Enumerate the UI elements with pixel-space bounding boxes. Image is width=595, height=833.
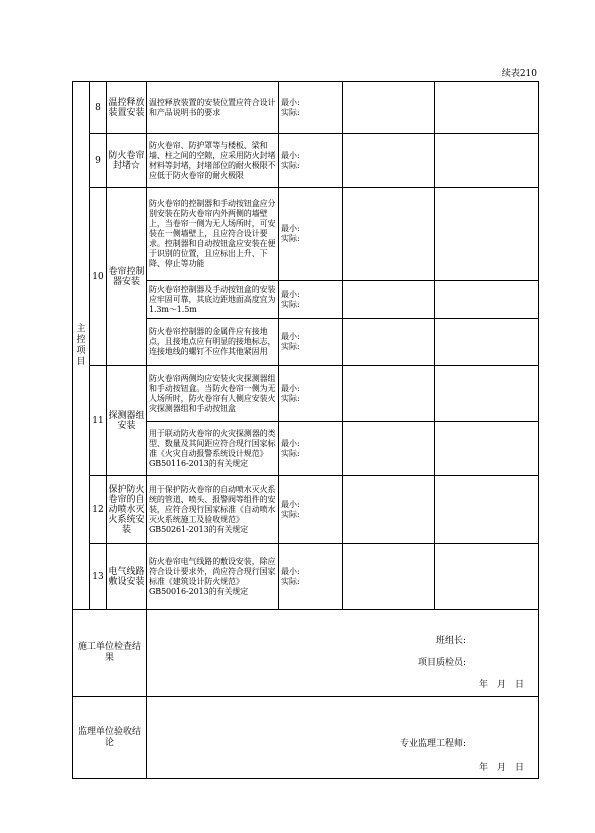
team-leader-label: 班组长: [435,636,466,646]
row-number: 9 [90,134,107,188]
result-cell[interactable] [343,319,435,366]
remark-cell[interactable] [435,188,539,281]
item-name: 探测器组安装 [107,366,147,476]
supervision-label: 监理单位验收结论 [73,697,147,779]
item-name: 保护防火卷帘的自动喷水灭火系统安装 [107,476,147,544]
table-row [73,366,539,422]
remark-cell[interactable] [435,281,539,319]
measure-cell[interactable]: 最小: 实际: [279,366,343,422]
requirement-text: 防火卷帘控制器的金属件应有接地点，且接地点应有明显的接地标志，连接地线的螺钉不应作其他紧固用 [147,319,279,366]
item-name: 卷帘控制器安装 [107,188,147,366]
construction-sign-area[interactable] [147,610,539,697]
item-name: 电气线路敷设安装 [107,544,147,610]
result-cell[interactable] [343,476,435,544]
result-cell[interactable] [343,134,435,188]
quality-inspector-label: 项目质检员: [417,658,466,668]
measure-cell[interactable]: 最小: 实际: [279,134,343,188]
supervision-sign-area[interactable] [147,697,539,779]
row-number: 8 [90,82,107,134]
requirement-text: 温控释放装置的安装位置应符合设计和产品说明书的要求 [147,82,279,134]
measure-cell[interactable]: 最小: 实际: [279,544,343,610]
row-number: 13 [90,544,107,610]
item-name: 防火卷帘封堵☆ [107,134,147,188]
requirement-text: 防火卷帘两侧均应安装火灾探测器组和手动按钮盒。当防火卷帘一侧为无人场所时，防火卷帘有人侧应安装火灾探测器组和手动按钮盒 [147,366,279,422]
table-row [73,188,539,281]
requirement-text: 防火卷帘控制器及手动按钮盒的安装应牢固可靠，其底边距地面高度宜为1.3m～1.5m [147,281,279,319]
requirement-text: 防火卷帘的控制器和手动按钮盒应分别安装在防火卷帘内外两侧的墙壁上，当卷帘一侧为无人场所时，可安装在一侧墙壁上，且应符合设计要求。控制器和自动按钮盒应安装在便于识别的位置，且应标出上升、下降、停止等功能 [147,188,279,281]
construction-row [73,610,539,697]
measure-cell[interactable]: 最小: 实际: [279,82,343,134]
category-cell: 主控项目 [73,82,90,610]
remark-cell[interactable] [435,366,539,422]
table-row [73,544,539,610]
remark-cell[interactable] [435,319,539,366]
requirement-text: 防火卷帘、防护罩等与楼板、梁和墙、柱之间的空隙，应采用防火封堵材料等封堵，封堵部位的耐火极限不应低于防火卷帘的耐火极限 [147,134,279,188]
result-cell[interactable] [343,82,435,134]
remark-cell[interactable] [435,544,539,610]
supervision-engineer-label: 专业监理工程师: [399,739,466,749]
result-cell[interactable] [343,366,435,422]
measure-cell[interactable]: 最小: 实际: [279,281,343,319]
inspection-table [72,81,539,779]
row-number: 11 [90,366,107,476]
result-cell[interactable] [343,188,435,281]
remark-cell[interactable] [435,134,539,188]
remark-cell[interactable] [435,82,539,134]
table-row [73,82,539,134]
result-cell[interactable] [343,544,435,610]
measure-cell[interactable]: 最小: 实际: [279,319,343,366]
construction-label: 施工单位检查结果 [73,610,147,697]
supervision-date: 年 月 日 [478,763,524,773]
remark-cell[interactable] [435,422,539,476]
item-name: 温控释放装置安装 [107,82,147,134]
remark-cell[interactable] [435,476,539,544]
measure-cell[interactable]: 最小: 实际: [279,188,343,281]
row-number: 10 [90,188,107,366]
table-row [73,134,539,188]
requirement-text: 用于联动防火卷帘的火灾探测器的类型、数量及其间距应符合现行国家标准《火灾自动报警系统设计规范》GB50116-2013的有关规定 [147,422,279,476]
continuation-label: 续表210 [501,69,537,79]
measure-cell[interactable]: 最小: 实际: [279,422,343,476]
table-row [73,476,539,544]
result-cell[interactable] [343,281,435,319]
requirement-text: 用于保护防火卷帘的自动喷水灭火系统的管道、喷头、报警阀等组件的安装，应符合现行国家标准《自动喷水灭火系统施工及验收规范》GB50261-2013的有关规定 [147,476,279,544]
construction-date: 年 月 日 [478,680,524,690]
result-cell[interactable] [343,422,435,476]
requirement-text: 防火卷帘电气线路的敷设安装，除应符合设计要求外，尚应符合现行国家标准《建筑设计防火规范》GB50016-2013的有关规定 [147,544,279,610]
measure-cell[interactable]: 最小: 实际: [279,476,343,544]
supervision-row [73,697,539,779]
row-number: 12 [90,476,107,544]
